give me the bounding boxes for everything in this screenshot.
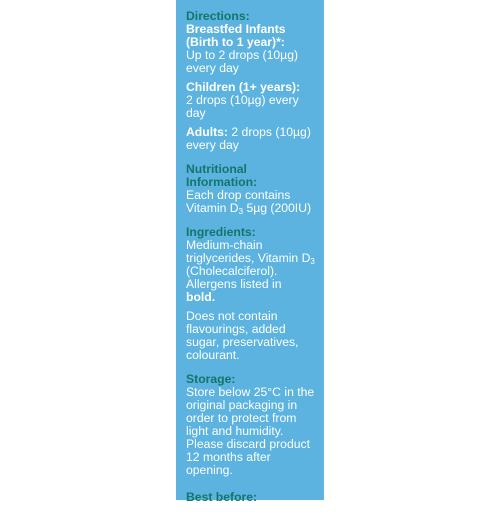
best-before-text: Please see bottom of carton. bbox=[186, 503, 301, 530]
best-before-section bbox=[186, 491, 318, 530]
additives-text: Does not contain flavourings, added sugar, preservatives, colourant. bbox=[186, 309, 299, 362]
adults-dosage: 2 drops (10µg) every day bbox=[186, 125, 311, 152]
infants-dosage: Up to 2 drops (10µg) every day bbox=[186, 48, 299, 75]
ingredients-text-rest: (Cholecalciferol). Allergens listed in bbox=[186, 264, 282, 291]
children-dosage: 2 drops (10µg) every day bbox=[186, 93, 299, 120]
nutrition-text-amount: 5µg (200IU) bbox=[243, 201, 312, 215]
nutrition-text-main: Each drop contains Vitamin D bbox=[186, 188, 291, 215]
ingredients-bold-word: bold. bbox=[186, 290, 216, 304]
label-panel bbox=[176, 0, 324, 530]
directions-heading: Directions: bbox=[186, 9, 250, 23]
ingredients-text-main: Medium-chain triglycerides, Vitamin D bbox=[186, 238, 311, 265]
nutrition-subscript: 3 bbox=[238, 207, 244, 216]
infants-label: Breastfed Infants (Birth to 1 year)*: bbox=[186, 22, 286, 49]
children-label: Children (1+ years): bbox=[186, 80, 301, 94]
nutrition-text bbox=[186, 189, 318, 215]
ingredients-subscript: 3 bbox=[310, 257, 315, 266]
adults-line bbox=[186, 126, 318, 152]
directions-section bbox=[186, 10, 318, 152]
adults-label: Adults: bbox=[186, 125, 228, 139]
ingredients-text bbox=[186, 239, 318, 291]
best-before-heading: Best before: bbox=[186, 490, 258, 504]
storage-section bbox=[186, 373, 318, 477]
ingredients-heading: Ingredients: bbox=[186, 225, 256, 239]
nutrition-heading: Nutritional Information: bbox=[186, 162, 258, 189]
ingredients-section bbox=[186, 226, 318, 362]
storage-text: Store below 25°C in the original packaging in order to protect from light and humidity. Please discard product 12 months after opening. bbox=[186, 385, 315, 477]
storage-heading: Storage: bbox=[186, 372, 236, 386]
nutrition-section bbox=[186, 163, 318, 215]
